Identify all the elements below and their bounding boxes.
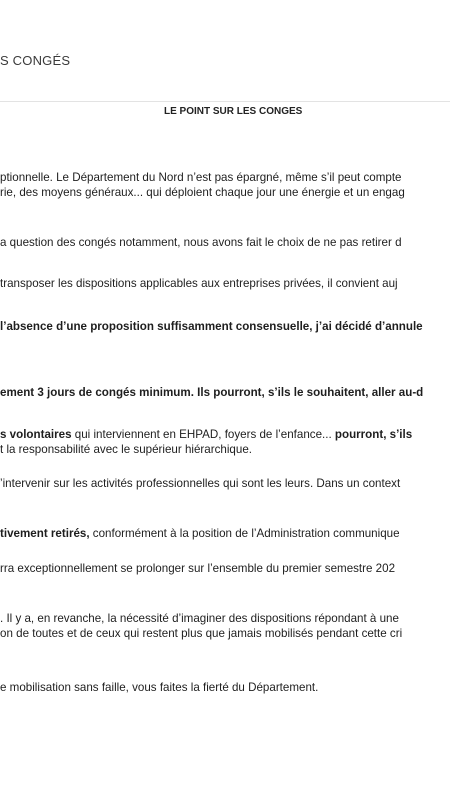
paragraph-4-line-1: l’absence d’une proposition suffisamment consensuelle, j’ai décidé d’annule xyxy=(0,320,423,333)
paragraph-2-line-1: a question des congés notamment, nous avons fait le choix de ne pas retirer d xyxy=(0,236,402,249)
paragraph-6-bold-a: s volontaires xyxy=(0,428,72,441)
paragraph-5-line-1: ement 3 jours de congés minimum. Ils pourront, s’ils le souhaitent, aller au-d xyxy=(0,386,424,399)
paragraph-10-line-1: . Il y a, en revanche, la nécessité d’imaginer des dispositions répondant à une xyxy=(0,612,399,625)
page-header xyxy=(0,0,450,102)
paragraph-3-line-1: transposer les dispositions applicables aux entreprises privées, il convient auj xyxy=(0,277,398,290)
paragraph-1-line-1: ptionnelle. Le Département du Nord n’est pas épargné, même s’il peut compte xyxy=(0,171,402,184)
paragraph-6-bold-b: pourront, s’ils xyxy=(334,428,413,441)
paragraph-6-text: qui interviennent en EHPAD, foyers de l’enfance... xyxy=(71,428,335,441)
document-title: LE POINT SUR LES CONGES xyxy=(164,106,303,117)
paragraph-8-bold: tivement retirés, xyxy=(0,527,90,540)
paragraph-6-line-2: t la responsabilité avec le supérieur hiérarchique. xyxy=(0,443,252,456)
page-title: S CONGÉS xyxy=(0,53,71,68)
paragraph-8-line-1 xyxy=(0,527,400,541)
paragraph-11-line-1: e mobilisation sans faille, vous faites la fierté du Département. xyxy=(0,681,319,694)
paragraph-9-line-1: rra exceptionnellement se prolonger sur l’ensemble du premier semestre 202 xyxy=(0,562,396,575)
paragraph-7-line-1: ’intervenir sur les activités professionnelles qui sont les leurs. Dans un context xyxy=(0,477,401,490)
paragraph-6-line-1 xyxy=(0,428,412,442)
paragraph-8-text: conformément à la position de l’Administration communique xyxy=(89,527,400,540)
document-body xyxy=(0,101,450,800)
paragraph-10-line-2: on de toutes et de ceux qui restent plus que jamais mobilisés pendant cette cri xyxy=(0,627,403,640)
paragraph-1-line-2: rie, des moyens généraux... qui déploient chaque jour une énergie et un engag xyxy=(0,186,405,199)
